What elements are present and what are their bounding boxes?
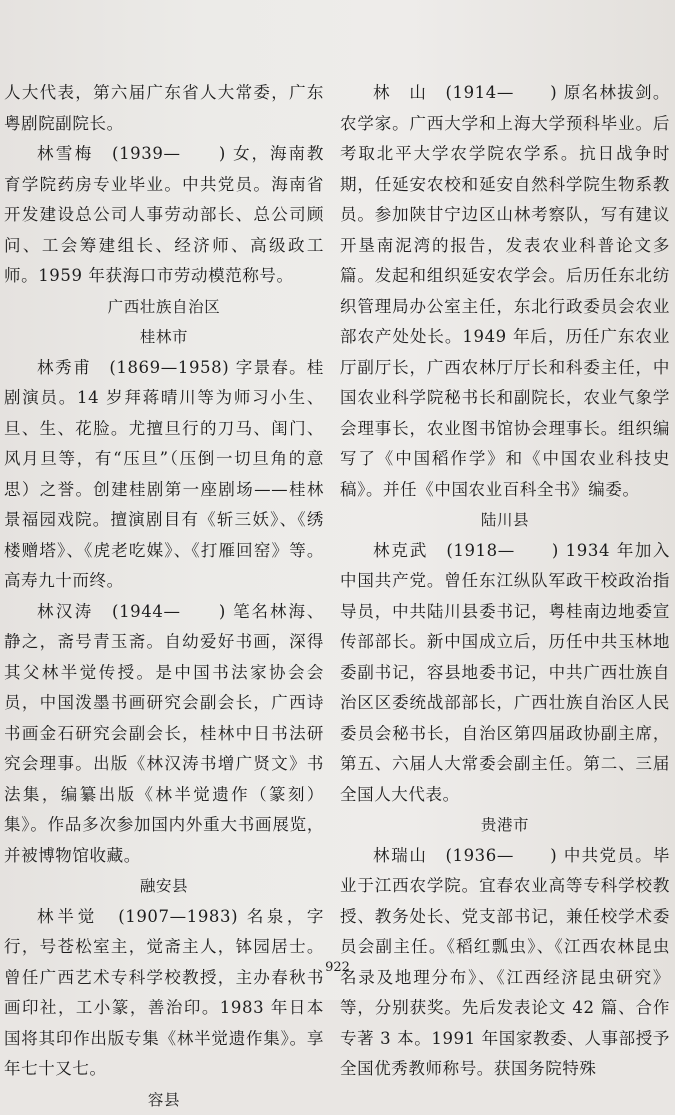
entry-name: 林克武 [373, 541, 428, 560]
entry-name: 林半觉 [37, 907, 98, 926]
city-heading: 桂林市 [4, 322, 324, 353]
entry-text: (1907—1983) 名泉，字行，号苍松室主，觉斋主人，钵园居士。曾任广西艺术专科学校教授，主办春秋书画印社，工小篆，善治印。1983 年日本国将其印作出版专集《林半觉遗作集》。享年七十又七。 [4, 907, 324, 1079]
entry-name: 林秀甫 [37, 358, 92, 377]
continued-text: 人大代表，第六届广东省人大常委，广东粤剧院副院长。 [4, 78, 324, 139]
entry-text: (1936— ) 中共党员。毕业于江西农学院。宜春农业高等专科学校教授、教务处长、党支部书记，兼任校学术委员会副主任。《稻红瓢虫》、《江西农林昆虫名录及地理分布》、《江西经济昆虫研究》等，分别获奖。先后发表论文 42 篇、合作专著 3 本。1991 年国家教委、人事部授予全国优秀教师称号。获国务院特殊 [340, 846, 670, 1079]
biography-entry [4, 353, 324, 597]
entry-name: 林雪梅 [37, 144, 94, 163]
entry-name: 林 山 [373, 83, 428, 102]
biography-entry [4, 902, 324, 1085]
biography-entry [340, 78, 670, 505]
right-column [340, 78, 670, 1085]
entry-name: 林汉涛 [37, 602, 94, 621]
county-heading: 容县 [4, 1085, 324, 1115]
entry-text: (1944— ) 笔名林海、静之，斋号青玉斋。自幼爱好书画，深得其父林半觉传授。是中国书法家协会会员，中国泼墨书画研究会副会长，广西诗书画金石研究会副会长，桂林中日书法研究会理事。出版《林汉涛书增广贤文》书法集，编纂出版《林半觉遗作（篆刻）集》。作品多次参加国内外重大书画展览，并被博物馆收藏。 [4, 602, 324, 865]
entry-text: (1914— ) 原名林拔剑。农学家。广西大学和上海大学预科毕业。后考取北平大学农学院农学系。抗日战争时期，任延安农校和延安自然科学院生物系教员。参加陕甘宁边区山林考察队，写有建议开垦南泥湾的报告，发表农业科普论文多篇。发起和组织延安农学会。后历任东北纺织管理局办公室主任，东北行政委员会农业部农产处处长。1949 年后，历任广东农业厅副厅长，广西农林厅厅长和科委主任，中国农业科学院秘书长和副院长，农业气象学会理事长，农业图书馆协会理事长。组织编写了《中国稻作学》和《中国农业科技史稿》。并任《中国农业百科全书》编委。 [340, 83, 670, 499]
entry-text: (1939— ) 女，海南教育学院药房专业毕业。中共党员。海南省开发建设总公司人事劳动部长、总公司顾问、工会筹建组长、经济师、高级政工师。1959 年获海口市劳动模范称号。 [4, 144, 324, 285]
biography-entry [340, 536, 670, 811]
entry-text: (1918— ) 1934 年加入中国共产党。曾任东江纵队军政干校政治指导员，中共陆川县委书记，粤桂南边地委宣传部部长。新中国成立后，历任中共玉林地委副书记，容县地委书记，中共广西壮族自治区区委统战部部长，广西壮族自治区人民委员会秘书长，自治区第四届政协副主席，第五、六届人大常委会副主任。第二、三届全国人大代表。 [340, 541, 670, 804]
page-number: 922 [0, 960, 675, 975]
region-heading: 广西壮族自治区 [4, 292, 324, 323]
entry-text: (1869—1958) 字景春。桂剧演员。14 岁拜蒋晴川等为师习小生、旦、生、花脸。尤擅旦行的刀马、闺门、风月旦等，有“压旦”（压倒一切旦角的意思）之誉。创建桂剧第一座剧场——桂林景福园戏院。擅演剧目有《斩三妖》、《绣楼赠塔》、《虎老吃媒》、《打雁回窑》等。高寿九十而终。 [4, 358, 324, 591]
biography-entry [4, 597, 324, 872]
county-heading: 陆川县 [340, 505, 670, 536]
county-heading: 融安县 [4, 871, 324, 902]
biography-entry [4, 139, 324, 292]
entry-name: 林瑞山 [373, 846, 428, 865]
city-heading: 贵港市 [340, 810, 670, 841]
